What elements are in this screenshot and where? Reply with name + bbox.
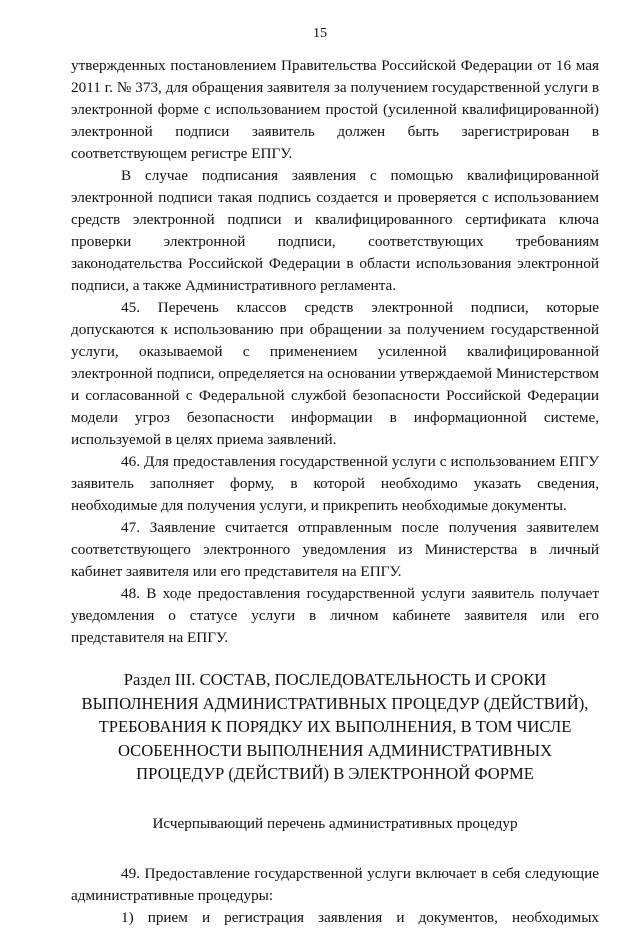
page-number: 15 [313, 26, 327, 41]
paragraph-49: 49. Предоставление государственной услуги включает в себя следующие административные процедуры: [71, 864, 599, 904]
subsection-title: Исчерпывающий перечень административных процедур [152, 814, 518, 832]
document-body [71, 55, 599, 929]
paragraph-48: 48. В ходе предоставления государственной услуги заявитель получает уведомления о статусе услуги в личном кабинете заявителя или его представителя на ЕПГУ. [71, 585, 599, 646]
paragraph-continuation: утвержденных постановлением Правительства Российской Федерации от 16 мая 2011 г. № 373, для обращения заявителя за получением государственной услуги в электронной форме с использованием простой (усиленной квалифицированной) электронной подписи заявитель должен быть зарегистрирован в соответствующем регистре ЕПГУ. [71, 57, 599, 162]
paragraph-45: 45. Перечень классов средств электронной подписи, которые допускаются к использованию при обращении за получением государственной услуги, оказываемой с применением усиленной квалифицированной электронной подписи, определяется на основании утверждаемой Министерством и согласованной с Федеральной службой безопасности Российской Федерации модели угроз безопасности информации в информационной системе, используемой в целях приема заявлений. [71, 299, 599, 448]
list-item-1: 1) прием и регистрация заявления и документов, необходимых [121, 908, 599, 926]
paragraph-qualified-signature: В случае подписания заявления с помощью квалифицированной электронной подписи такая подпись создается и проверяется с использованием средств электронной подписи и квалифицированного сертификата ключа проверки электронной подписи, соответствующих требованиям законодательства Российской Федерации в области использования электронной подписи, а также Административного регламента. [71, 167, 599, 294]
section-title: Раздел III. СОСТАВ, ПОСЛЕДОВАТЕЛЬНОСТЬ И СРОКИ ВЫПОЛНЕНИЯ АДМИНИСТРАТИВНЫХ ПРОЦЕДУР (ДЕЙСТВИЙ), ТРЕБОВАНИЯ К ПОРЯДКУ ИХ ВЫПОЛНЕНИЯ, В ТОМ ЧИСЛЕ ОСОБЕННОСТИ ВЫПОЛНЕНИЯ АДМИНИСТРАТИВНЫХ ПРОЦЕДУР (ДЕЙСТВИЙ) В ЭЛЕКТРОННОЙ ФОРМЕ [81, 670, 589, 783]
paragraph-46: 46. Для предоставления государственной услуги с использованием ЕПГУ заявитель заполняет форму, в которой необходимо указать сведения, необходимые для получения услуги, и прикрепить необходимые документы. [71, 453, 599, 514]
paragraph-47: 47. Заявление считается отправленным после получения заявителем соответствующего электронного уведомления из Министерства в личный кабинет заявителя или его представителя на ЕПГУ. [71, 519, 599, 580]
